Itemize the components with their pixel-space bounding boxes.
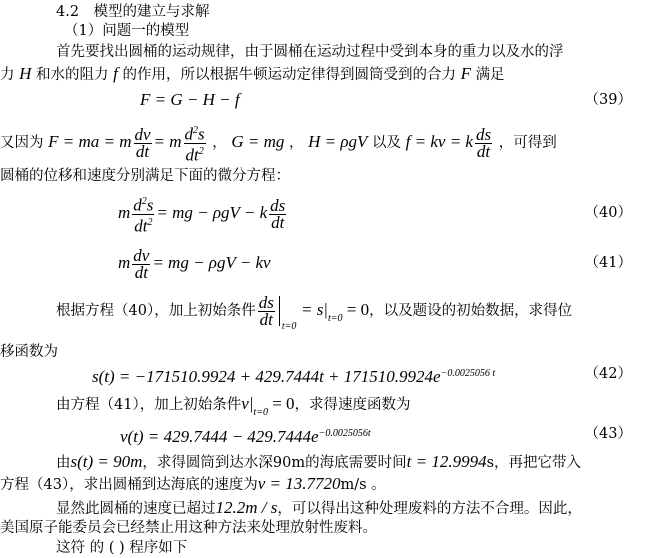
paragraph-line: 移函数为: [0, 344, 58, 360]
math-f: f: [113, 64, 118, 83]
fraction: $\frac{dv}{dt}$: [134, 124, 151, 161]
math-g-mg: G = mg: [231, 132, 285, 151]
fraction: $\frac{ds}{dt}$: [475, 124, 492, 161]
equation-40: m $\frac{d^2s}{dt^2}$ = mg − ρgV − k $\frac{ds}{dt}$ （40）: [0, 190, 650, 236]
paragraph-line-fractions: 又因为 F = ma = m $\frac{dv}{dt}$ = m $\frac{d^2s}{dt^2}$ ， G = mg ， H = ρgV 以及 f = kv = k $\frac{ds}{dt}$ ，可得到: [0, 124, 557, 165]
fraction: $\frac{d^2s}{dt^2}$: [184, 124, 205, 165]
equation-number: （43）: [584, 426, 632, 442]
equation-number: （40）: [584, 205, 632, 221]
equation-number: （39）: [584, 92, 632, 108]
paragraph-line-cutoff: 这符 的 ( ) 程序如下: [56, 540, 188, 556]
paragraph-line: 首先要找出圆桶的运动规律，由于圆桶在运动过程中受到本身的重力以及水的浮: [56, 44, 564, 60]
paragraph-line-initial-condition: 根据方程（40），加上初始条件 $\frac{ds}{dt}$ $_{t=0} = s|_{t=0} = 0$，以及题设的初始数据，求得位: [56, 292, 573, 332]
math-F: F: [460, 64, 471, 83]
equation-number: （42）: [584, 366, 632, 382]
equation-41: m $\frac{dv}{dt}$ = mg − ρgV − kv （41）: [0, 240, 650, 286]
paragraph-line: 方程（43），求出圆桶到达海底的速度为v = 13.7720m/s 。: [0, 474, 386, 493]
paragraph-line: 圆桶的位移和速度分别满足下面的微分方程：: [0, 168, 290, 184]
section-subtitle: （1）问题一的模型: [64, 23, 190, 39]
section-title: 4.2 模型的建立与求解: [56, 4, 210, 20]
paragraph-line: 美国原子能委员会已经禁止用这种方法来处理放射性废料。: [0, 520, 377, 536]
paragraph-line: 力 H 和水的阻力 f 的作用，所以根据牛顿运动定律得到圆筒受到的合力 F 满足: [0, 64, 505, 83]
equation-number: （41）: [584, 255, 632, 271]
math-H: H: [19, 64, 32, 83]
